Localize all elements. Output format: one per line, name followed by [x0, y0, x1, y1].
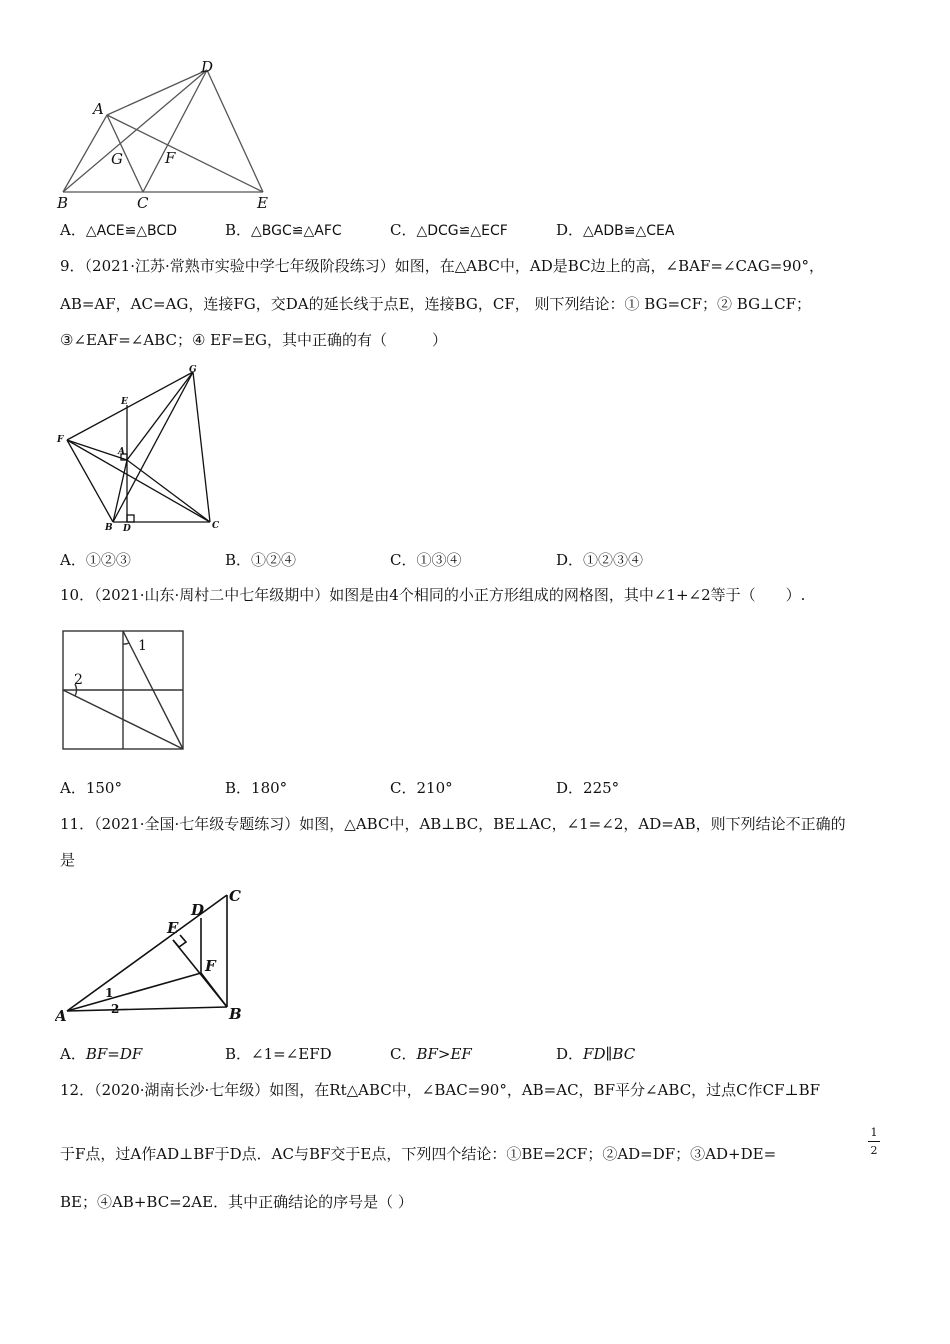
q9-label-c: C [212, 521, 220, 531]
q10-option-b[interactable]: B．180° [225, 779, 288, 797]
q12-fraction-denominator: 2 [870, 1144, 878, 1157]
q9-label-b: B [105, 523, 113, 533]
q9-seg-gc [193, 372, 210, 522]
q11-label-c: C [229, 887, 241, 905]
fig8-label-g: G [111, 150, 123, 168]
q11-option-c[interactable]: C．BF>EF [390, 1045, 472, 1063]
q10-angle-label-1: 1 [138, 638, 147, 654]
fig8-label-d: D [201, 60, 214, 76]
fig8-label-f: F [165, 149, 176, 167]
q11-figure [55, 885, 255, 1025]
q8-option-a[interactable]: A．△ACE≌△BCD [60, 221, 177, 239]
fig8-label-e: E [257, 194, 268, 210]
q9-stem-line3: ③∠EAF=∠ABC；④ EF=EG，其中正确的有（ ） [60, 331, 448, 349]
q12-fraction-numerator: 1 [870, 1126, 878, 1139]
segment-ad [107, 70, 207, 115]
q9-seg-ag [127, 372, 193, 460]
q9-seg-ab [113, 460, 127, 522]
q11-label-a: A [55, 1007, 67, 1025]
q11-angle-label-2: 2 [111, 1002, 120, 1016]
q8-option-b[interactable]: B．△BGC≌△AFC [225, 221, 342, 239]
q9-option-d[interactable]: D．①②③④ [556, 551, 644, 569]
q11-option-d[interactable]: D．FD∥BC [556, 1045, 636, 1063]
q10-stem-line1: 10．（2021·山东·周村二中七年级期中）如图是由4个相同的小正方形组成的网格图，其中∠1+∠2等于（ ）. [60, 586, 806, 604]
segment-de [207, 70, 263, 192]
q11-label-e: E [167, 919, 179, 937]
q8-option-d[interactable]: D．△ADB≌△CEA [556, 221, 675, 239]
q9-seg-bg [113, 372, 193, 522]
q11-seg-ab [67, 1007, 227, 1011]
q12-stem-line2: 于F点，过A作AD⊥BF于D点．AC与BF交于E点，下列四个结论：①BE=2CF；②AD=DF；③AD+DE= [60, 1145, 777, 1163]
q11-stem-line2: 是 [60, 851, 76, 869]
q11-label-d: D [191, 901, 205, 919]
q9-option-b[interactable]: B．①②④ [225, 551, 297, 569]
q10-figure [60, 628, 188, 752]
q8-option-c[interactable]: C．△DCG≌△ECF [390, 221, 508, 239]
q8-figure [55, 60, 295, 210]
q9-seg-fg [67, 372, 193, 440]
q11-label-f: F [205, 957, 216, 975]
q10-angle-label-2: 2 [74, 672, 83, 688]
q11-label-b: B [229, 1005, 242, 1023]
q9-seg-ac [127, 460, 210, 522]
segment-ab [63, 115, 107, 192]
q12-fraction-bar [868, 1141, 880, 1142]
segment-ae [107, 115, 263, 192]
q10-option-c[interactable]: C．210° [390, 779, 453, 797]
fig8-label-b: B [57, 194, 69, 210]
q11-option-b[interactable]: B．∠1=∠EFD [225, 1045, 332, 1063]
q9-seg-fb [67, 440, 113, 522]
q9-label-e: E [121, 397, 128, 407]
q9-label-d: D [123, 524, 131, 534]
q11-stem-line1: 11．（2021·全国·七年级专题练习）如图，△ABC中，AB⊥BC，BE⊥AC，∠1=∠2，AD=AB，则下列结论不正确的 [60, 815, 846, 833]
q9-option-c[interactable]: C．①③④ [390, 551, 462, 569]
q10-angle-arc-1 [123, 643, 129, 644]
fig8-label-a: A [93, 100, 104, 118]
q9-label-f: F [57, 435, 64, 445]
q9-figure [55, 362, 235, 537]
q10-option-d[interactable]: D．225° [556, 779, 620, 797]
q11-seg-fb [201, 973, 227, 1007]
q12-stem-line3: BE；④AB+BC=2AE．其中正确结论的序号是（ ） [60, 1193, 413, 1211]
q11-angle-label-1: 1 [105, 986, 114, 1000]
q9-label-a: A [118, 447, 125, 457]
segment-dc [143, 70, 207, 192]
q9-stem-line1: 9．（2021·江苏·常熟市实验中学七年级阶段练习）如图，在△ABC中，AD是BC边上的高，∠BAF=∠CAG=90°， [60, 257, 824, 275]
q9-right-angle-d [127, 515, 134, 522]
q11-option-a[interactable]: A．BF=DF [60, 1045, 143, 1063]
q9-stem-line2: AB=AF，AC=AG，连接FG，交DA的延长线于点E，连接BG，CF， 则下列结论：① BG=CF；② BG⊥CF； [60, 295, 812, 313]
q11-seg-af [67, 973, 201, 1011]
q9-label-g: G [189, 365, 197, 375]
fig8-label-c: C [137, 194, 149, 210]
q9-seg-fc [67, 440, 210, 522]
q12-stem-line1: 12．（2020·湖南长沙·七年级）如图，在Rt△ABC中，∠BAC=90°，AB=AC，BF平分∠ABC，过点C作CF⊥BF [60, 1081, 821, 1099]
q9-option-a[interactable]: A．①②③ [60, 551, 131, 569]
q10-option-a[interactable]: A．150° [60, 779, 122, 797]
